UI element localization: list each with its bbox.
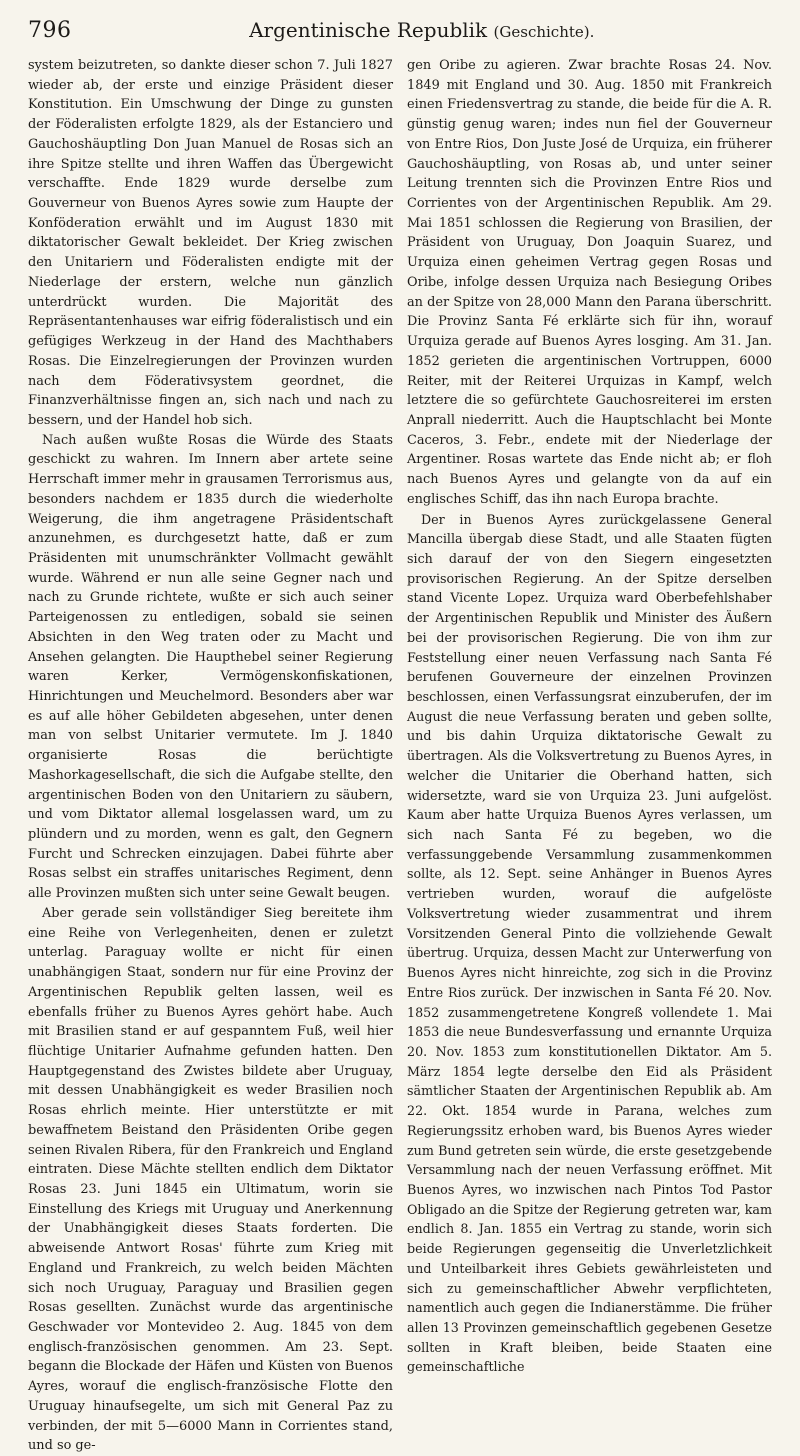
paragraph: Der in Buenos Ayres zurückgelassene General Mancilla übergab diese Stadt, und alle Staaten fügten sich darauf der von den Siegern eingesetzten provisorischen Regierung. An der Spitze derselben stand Vicente Lopez. Urquiza ward Oberbefehlshaber der Argentinischen Republik und Minister des Äußern bei der provisorischen Regierung. Die von ihm zur Feststellung einer neuen Verfassung nach Santa Fé berufenen Gouverneure der einzelnen Provinzen beschlossen, einen Verfassungsrat einzuberufen, der im August die neue Verfassung beraten und geben sollte, und bis dahin Urquiza diktatorische Gewalt zu übertragen. Als die Volksvertretung zu Buenos Ayres, in welcher die Unitarier die Oberhand hatten, sich widersetzte, ward sie von Urquiza 23. Juni aufgelöst. Kaum aber hatte Urquiza Buenos Ayres verlassen, um sich nach Santa Fé zu begeben, wo die verfassunggebende Versammlung zusammenkommen sollte, als 12. Sept. seine Anhänger in Buenos Ayres vertrieben wurden, worauf die aufgelöste Volksvertretung wieder zusammentrat und ihrem Vorsitzenden General Pinto die vollziehende Gewalt übertrug. Urquiza, dessen Macht zur Unterwerfung von Buenos Ayres nicht hinreichte, zog sich in die Provinz Entre Rios zurück. Der inzwischen in Santa Fé 20. Nov. 1852 zusammengetretene Kongreß vollendete 1. Mai 1853 die neue Bundesverfassung und ernannte Urquiza 20. Nov. 1853 zum konstitutionellen Diktator. Am 5. März 1854 legte derselbe den Eid als Präsident sämtlicher Staaten der Argentinischen Republik ab. Am 22. Okt. 1854 wurde in Parana, welches zum Regierungssitz erhoben ward, bis Buenos Ayres wieder zum Bund getreten sein würde, die erste gesetzgebende Versammlung nach der neuen Verfassung eröffnet. Mit Buenos Ayres, wo inzwischen nach Pintos Tod Pastor Obligado an die Spitze der Regierung getreten war, kam endlich 8. Jan. 1855 ein Vertrag zu stande, worin sich beide Regierungen gegenseitig die Unverletzlichkeit und Unteilbarkeit ihres Gebiets gewährleisteten und sich zu gemeinschaftlicher Abwehr verpflichteten, namentlich auch gegen die Indianerstämme. Die früher allen 13 Provinzen gemeinschaftlich gegebenen Gesetze sollten in Kraft bleiben, beide Staaten eine gemeinschaftliche — [407, 511, 772, 1375]
paragraph: Aber gerade sein vollständiger Sieg bereitete ihm eine Reihe von Verlegenheiten, denen er zuletzt unterlag. Paraguay wollte er nicht für einen unabhängigen Staat, sondern nur für eine Provinz der Argentinischen Republik gelten lassen, weil es ebenfalls früher zu Buenos Ayres gehört habe. Auch mit Brasilien stand er auf gespanntem Fuß, weil hier flüchtige Unitarier Aufnahme gefunden hatten. Den Hauptgegenstand des Zwistes bildete aber Uruguay, mit dessen Unabhängigkeit es weder Brasilien noch Rosas ehrlich meinte. Hier unterstützte er mit bewaffnetem Beistand den Präsidenten Oribe gegen seinen Rivalen Ribera, für den Frankreich und England eintraten. Diese Mächte stellten endlich dem Diktator Rosas 23. Juni 1845 ein Ultimatum, worin sie Einstellung des Kriegs mit Uruguay und Anerkennung der Unabhängigkeit dieses Staats forderten. Die abweisende Antwort Rosas' führte zum Krieg mit England und Frankreich, zu welch beiden Mächten sich noch Uruguay, Paraguay und Brasilien gegen Rosas gesellten. Zunächst wurde das argentinische Geschwader vor Montevideo 2. Aug. 1845 von dem englisch-französischen genommen. Am 23. Sept. begann die Blockade der Häfen und Küsten von Buenos Ayres, worauf die englisch-französische Flotte den Uruguay hinaufsegelte, um sich mit General Paz zu verbinden, der mit 5—6000 Mann in Corrientes stand, und so ge- — [28, 905, 393, 1454]
left-column — [28, 56, 393, 1454]
page-header — [28, 18, 772, 54]
running-title-main: Argentinische Republik — [249, 18, 488, 42]
paragraph: gen Oribe zu agieren. Zwar brachte Rosas 24. Nov. 1849 mit England und 30. Aug. 1850 mit Frankreich einen Friedensvertrag zu stande, die beide für die A. R. günstig genug waren; indes nun fiel der Gouverneur von Entre Rios, Don Juste José de Urquiza, ein früherer Gauchoshäuptling, von Rosas ab, und unter seiner Leitung trennten sich die Provinzen Entre Rios und Corrientes von der Argentinischen Republik. Am 29. Mai 1851 schlossen die Regierung von Brasilien, der Präsident von Uruguay, Don Joaquin Suarez, und Urquiza einen geheimen Vertrag gegen Rosas und Oribe, infolge dessen Urquiza nach Besiegung Oribes an der Spitze von 28,000 Mann den Parana überschritt. Die Provinz Santa Fé erklärte sich für ihn, worauf Urquiza gerade auf Buenos Ayres losging. Am 31. Jan. 1852 gerieten die argentinischen Vortruppen, 6000 Reiter, mit der Reiterei Urquizas in Kampf, welch letztere die so gefürchtete Gauchosreiterei im ersten Anprall niederritt. Auch die Hauptschlacht bei Monte Caceros, 3. Febr., endete mit der Niederlage der Argentiner. Rosas wartete das Ende nicht ab; er floh nach Buenos Ayres und gelangte von da auf ein englisches Schiff, das ihn nach Europa brachte. — [407, 58, 772, 507]
running-title — [72, 18, 773, 42]
right-column — [407, 56, 772, 1375]
text-columns — [28, 56, 772, 1454]
page-number: 796 — [28, 18, 72, 43]
paragraph: system beizutreten, so dankte dieser schon 7. Juli 1827 wieder ab, der erste und einzige Präsident dieser Konstitution. Ein Umschwung der Dinge zu gunsten der Föderalisten erfolgte 1829, als der Estanciero und Gauchoshäuptling Don Juan Manuel de Rosas sich an ihre Spitze stellte und ihren Waffen das Übergewicht verschaffte. Ende 1829 wurde derselbe zum Gouverneur von Buenos Ayres sowie zum Haupte der Konföderation erwählt und im August 1830 mit diktatorischer Gewalt bekleidet. Der Krieg zwischen den Unitariern und Föderalisten endigte mit der Niederlage der erstern, welche nun gänzlich unterdrückt wurden. Die Majorität des Repräsentantenhauses war eifrig föderalistisch und ein gefügiges Werkzeug in der Hand des Machthabers Rosas. Die Einzelregierungen der Provinzen wurden nach dem Föderativsystem geordnet, die Finanzverhältnisse fingen an, sich nach und nach zu bessern, und der Handel hob sich. — [28, 58, 393, 428]
running-title-subtitle: (Geschichte). — [493, 23, 595, 41]
paragraph: Nach außen wußte Rosas die Würde des Staats geschickt zu wahren. Im Innern aber artete seine Herrschaft immer mehr in grausamen Terrorismus aus, besonders nachdem er 1835 durch die wiederholte Weigerung, die ihm angetragene Präsidentschaft anzunehmen, es durchgesetzt hatte, daß er zum Präsidenten mit unumschränkter Vollmacht gewählt wurde. Während er nun alle seine Gegner nach und nach zu Grunde richtete, wußte er sich auch seiner Parteigenossen zu entledigen, sobald sie seinen Absichten in den Weg traten oder zu Macht und Ansehen gelangten. Die Haupthebel seiner Regierung waren Kerker, Vermögenskonfiskationen, Hinrichtungen und Meuchelmord. Besonders aber war es auf alle höher Gebildeten abgesehen, unter denen man von selbst Unitarier vermutete. Im J. 1840 organisierte Rosas die berüchtigte Mashorkagesellschaft, die sich die Aufgabe stellte, den argentinischen Boden von den Unitariern zu säubern, und vom Diktator allemal losgelassen ward, um zu plündern und zu morden, wenn es galt, den Gegnern Furcht und Schrecken einzujagen. Dabei führte aber Rosas selbst ein straffes unitarisches Regiment, denn alle Provinzen mußten sich unter seine Gewalt beugen. — [28, 432, 393, 902]
